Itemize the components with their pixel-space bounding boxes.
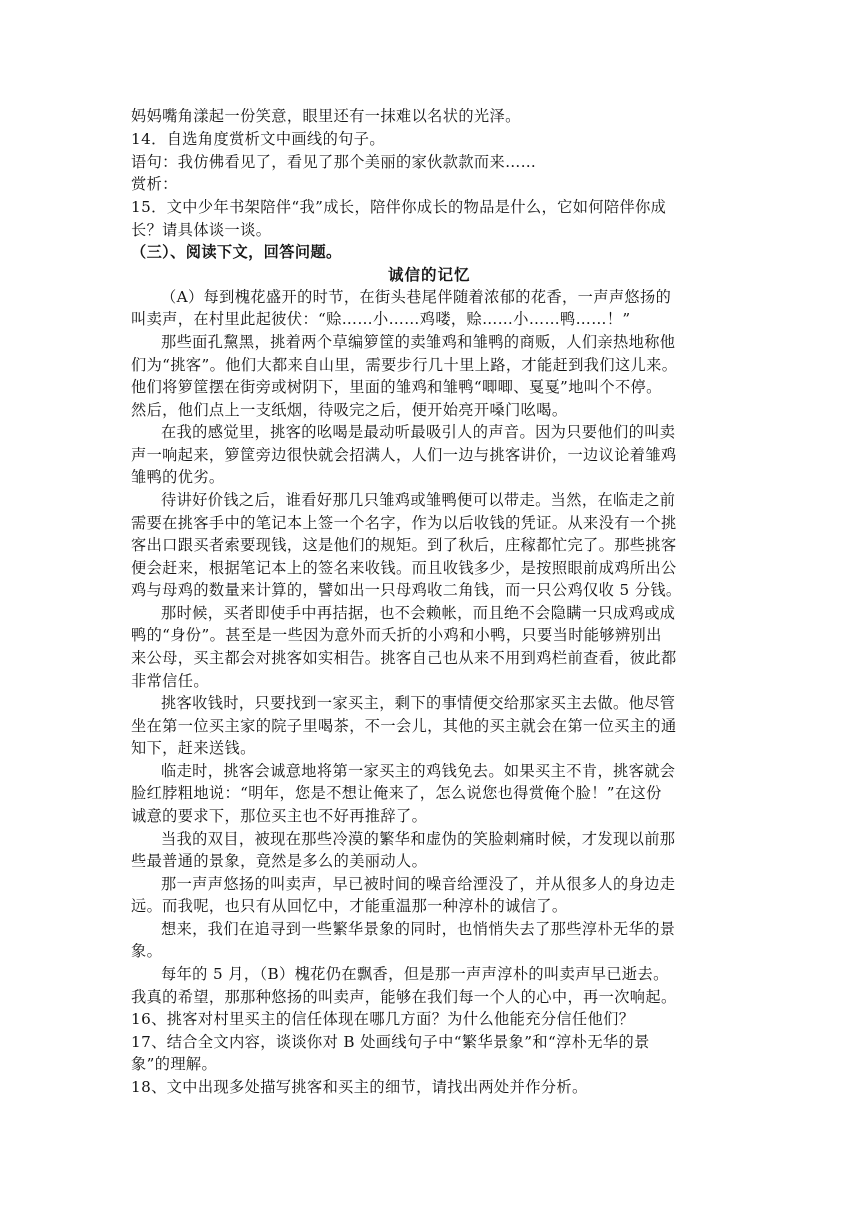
question-14: 14．自选角度赏析文中画线的句子。 (131, 130, 385, 148)
paragraph-line: 当我的双目，被现在那些冷漠的繁华和虚伪的笑脸刺痛时候，才发现以前那 (161, 830, 676, 848)
paragraph-line: 鸡与母鸡的数量来计算的，譬如出一只母鸡收二角钱，而一只公鸡仅收 5 分钱。 (131, 581, 682, 599)
paragraph-line: 些最普通的景象，竟然是多么的美丽动人。 (131, 852, 428, 870)
paragraph-line: 那一声声悠扬的叫卖声，早已被时间的噪音给湮没了，并从很多人的身边走 (161, 875, 676, 893)
paragraph-line: （A）每到槐花盛开的时节，在街头巷尾伴随着浓郁的花香，一声声悠扬的 (161, 288, 672, 306)
text-line: 赏析： (131, 175, 178, 193)
paragraph-line: 想来，我们在追寻到一些繁华景象的同时，也悄悄失去了那些淳朴无华的景 (161, 920, 676, 938)
paragraph-line: 那些面孔黧黑，挑着两个草编箩筐的卖雏鸡和雏鸭的商贩，人们亲热地称他 (161, 333, 676, 351)
paragraph-line: 远。而我呢，也只有从回忆中，才能重温那一种淳朴的诚信了。 (131, 897, 568, 915)
paragraph-line: 知下，赶来送钱。 (131, 739, 256, 757)
paragraph-line: 叫卖声，在村里此起彼伏：“赊……小……鸡喽，赊……小……鸭……！” (131, 310, 631, 328)
paragraph-line: 然后，他们点上一支纸烟，待吸完之后，便开始亮开嗓门吆喝。 (131, 401, 568, 419)
text-line: 长？请具体谈一谈。 (131, 221, 272, 239)
question-17: 17、结合全文内容，谈谈你对 B 处画线句子中“繁华景象”和“淳朴无华的景 (131, 1033, 650, 1051)
paragraph-line: 坐在第一位买主家的院子里喝茶，不一会儿，其他的买主就会在第一位买主的通 (131, 717, 677, 735)
paragraph-line: 来公母，买主都会对挑客如实相告。挑客自己也从来不用到鸡栏前查看，彼此都 (131, 649, 677, 667)
paragraph-line: 雏鸭的优劣。 (131, 468, 225, 486)
paragraph-line: 鸭的“身份”。甚至是一些因为意外而夭折的小鸡和小鸭，只要当时能够辨别出 (131, 626, 662, 644)
question-15: 15．文中少年书架陪伴“我”成长，陪伴你成长的物品是什么，它如何陪伴你成 (131, 198, 667, 216)
article-title: 诚信的记忆 (388, 265, 471, 284)
paragraph-line: 需要在挑客手中的笔记本上签一个名字，作为以后收钱的凭证。从来没有一个挑 (131, 514, 677, 532)
paragraph-line: 我真的希望，那那种悠扬的叫卖声，能够在我们每一个人的心中，再一次响起。 (131, 988, 677, 1006)
paragraph-line: 挑客收钱时，只要找到一家买主，剩下的事情便交给那家买主去做。他尽管 (161, 694, 676, 712)
paragraph-line: 象。 (131, 942, 163, 960)
text-line: 语句：我仿佛看见了，看见了那个美丽的家伙款款而来…… (131, 153, 537, 171)
text-line: 妈妈嘴角漾起一份笑意，眼里还有一抹难以名状的光泽。 (131, 107, 521, 125)
paragraph-line: 在我的感觉里，挑客的吆喝是最动听最吸引人的声音。因为只要他们的叫卖 (161, 423, 676, 441)
paragraph-line: 声一响起来，箩筐旁边很快就会招满人，人们一边与挑客讲价，一边议论着雏鸡 (131, 446, 677, 464)
paragraph-line: 便会赶来，根据笔记本上的签名来收钱。而且收钱多少，是按照眼前成鸡所出公 (131, 559, 677, 577)
paragraph-line: 脸红脖粗地说：“明年，您是不想让俺来了，怎么说您也得赏俺个脸！”在这份 (131, 784, 662, 802)
paragraph-line: 客出口跟买者索要现钱，这是他们的规矩。到了秋后，庄稼都忙完了。那些挑客 (131, 536, 677, 554)
question-16: 16、挑客对村里买主的信任体现在哪几方面？为什么他能充分信任他们？ (131, 1010, 635, 1028)
paragraph-line: 待讲好价钱之后，谁看好那几只雏鸡或雏鸭便可以带走。当然，在临走之前 (161, 491, 676, 509)
paragraph-line: 他们将箩筐摆在街旁或树阴下，里面的雏鸡和雏鸭“唧唧、戛戛”地叫个不停。 (131, 378, 662, 396)
text-line: 象”的理解。 (131, 1055, 218, 1073)
paragraph-line: 诚意的要求下，那位买主也不好再推辞了。 (131, 807, 428, 825)
paragraph-line: 每年的 5 月，（B）槐花仍在飘香，但是那一声声淳朴的叫卖声早已逝去。 (161, 965, 669, 983)
section-heading: （三）、阅读下文，回答问题。 (131, 243, 342, 261)
paragraph-line: 那时候，买者即使手中再拮据，也不会赖帐，而且绝不会隐瞒一只成鸡或成 (161, 604, 676, 622)
paragraph-line: 临走时，挑客会诚意地将第一家买主的鸡钱免去。如果买主不肯，挑客就会 (161, 762, 676, 780)
paragraph-line: 们为“挑客”。他们大都来自山里，需要步行几十里上路，才能赶到我们这儿来。 (131, 356, 678, 374)
paragraph-line: 非常信任。 (131, 672, 209, 690)
question-18: 18、文中出现多处描写挑客和买主的细节，请找出两处并作分析。 (131, 1078, 588, 1096)
